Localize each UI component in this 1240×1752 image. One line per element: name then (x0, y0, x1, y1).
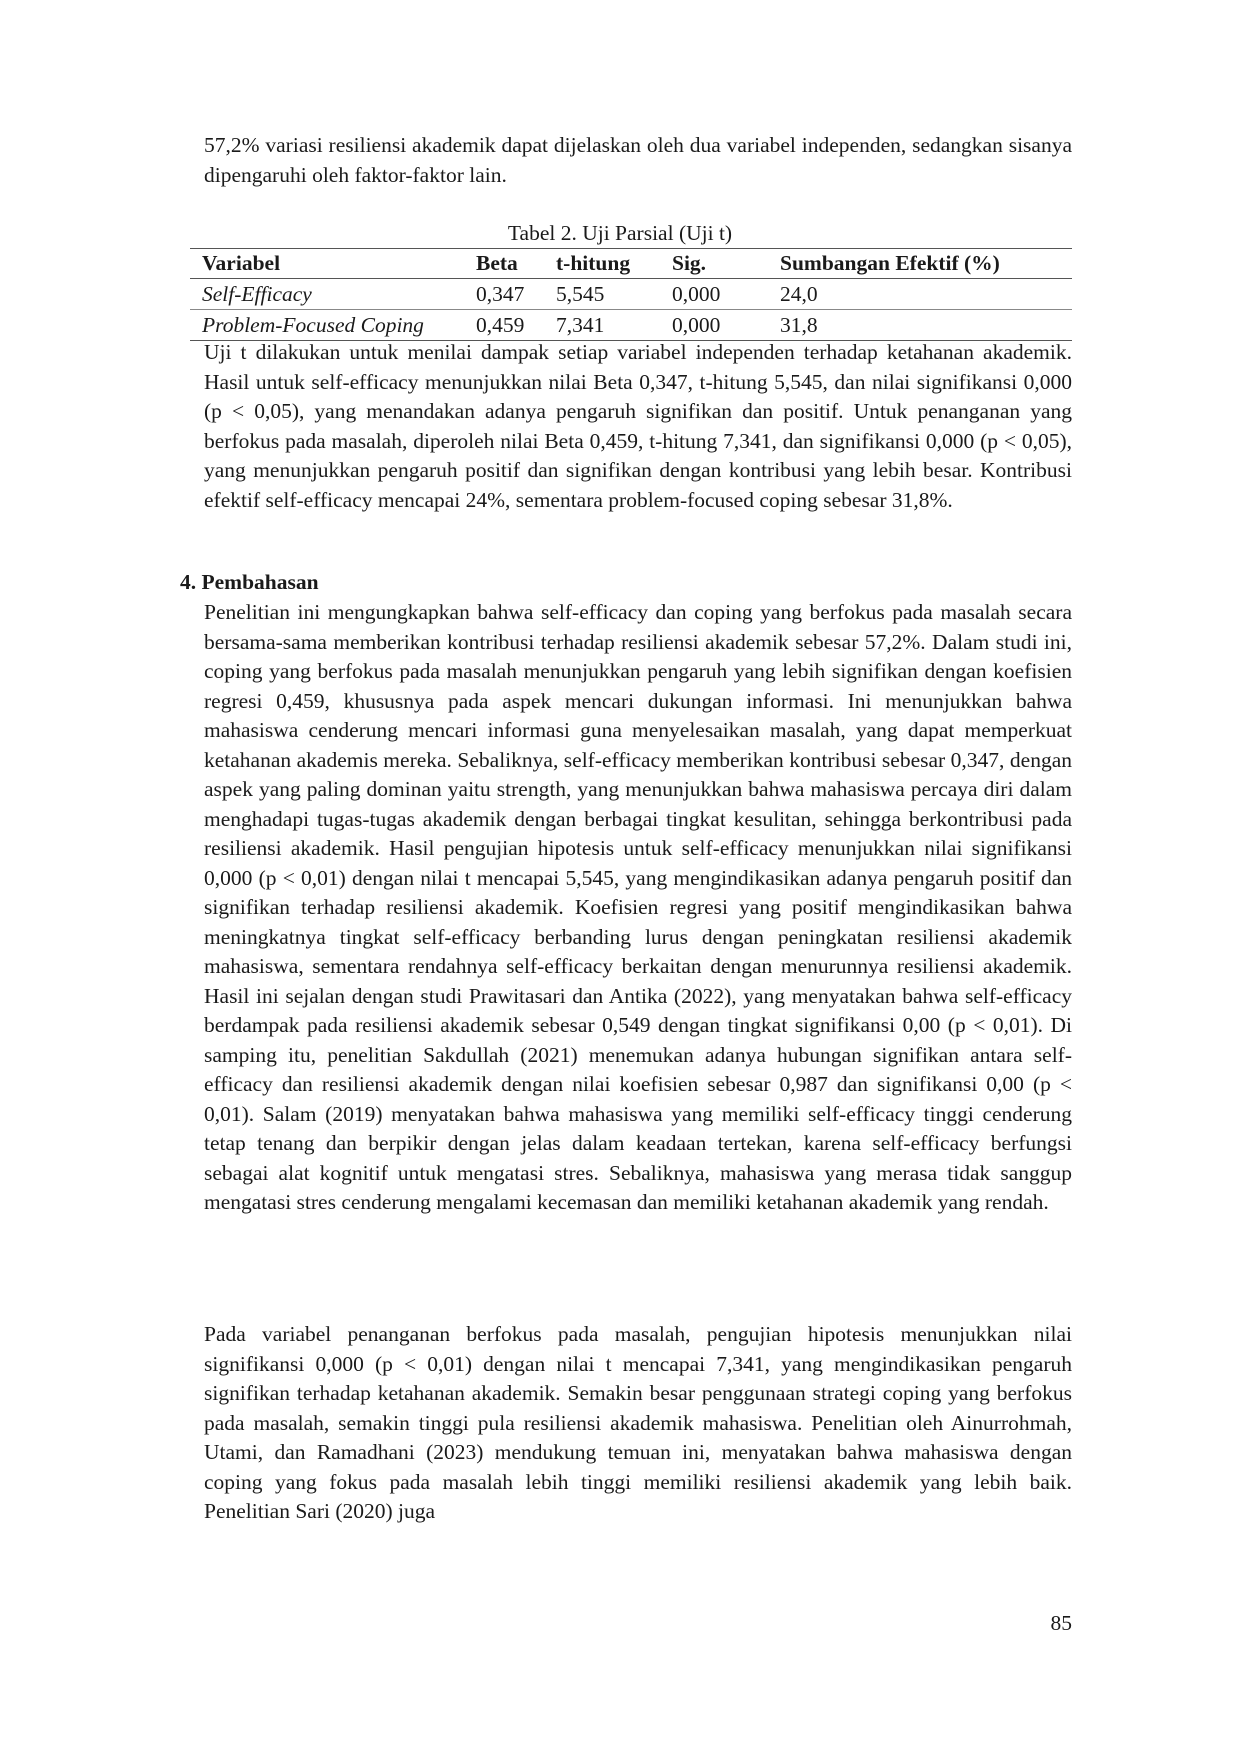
header-sig: Sig. (660, 249, 768, 279)
results-table (190, 248, 1072, 341)
cell-t-hitung: 5,545 (544, 279, 660, 310)
cell-sig: 0,000 (660, 310, 768, 341)
discussion-paragraph: Penelitian ini mengungkapkan bahwa self-efficacy dan coping yang berfokus pada masalah secara bersama-sama memberikan kontribusi terhadap resiliensi akademik sebesar 57,2%. Dalam studi ini, coping yang berfokus pada masalah menunjukkan pengaruh yang lebih signifikan dengan koefisien regresi 0,459, khususnya pada aspek mencari dukungan informasi. Ini menunjukkan bahwa mahasiswa cenderung mencari informasi guna menyelesaikan masalah, yang dapat memperkuat ketahanan akademis mereka. Sebaliknya, self-efficacy memberikan kontribusi sebesar 0,347, dengan aspek yang paling dominan yaitu strength, yang menunjukkan bahwa mahasiswa percaya diri dalam menghadapi tugas-tugas akademik dengan berbagai tingkat kesulitan, sehingga berkontribusi pada resiliensi akademik. Hasil pengujian hipotesis untuk self-efficacy menunjukkan nilai signifikansi 0,000 (p < 0,01) dengan nilai t mencapai 5,545, yang mengindikasikan adanya pengaruh positif dan signifikan terhadap resiliensi akademik. Koefisien regresi yang positif mengindikasikan bahwa meningkatnya tingkat self-efficacy berbanding lurus dengan peningkatan resiliensi akademik mahasiswa, sementara rendahnya self-efficacy berkaitan dengan menurunnya resiliensi akademik. Hasil ini sejalan dengan studi Prawitasari dan Antika (2022), yang menyatakan bahwa self-efficacy berdampak pada resiliensi akademik sebesar 0,549 dengan tingkat signifikansi 0,00 (p < 0,01). Di samping itu, penelitian Sakdullah (2021) menemukan adanya hubungan signifikan antara self-efficacy dan resiliensi akademik dengan nilai koefisien sebesar 0,987 dan signifikansi 0,00 (p < 0,01). Salam (2019) menyatakan bahwa mahasiswa yang memiliki self-efficacy tinggi cenderung tetap tenang dan berpikir dengan jelas dalam keadaan tertekan, karena self-efficacy berfungsi sebagai alat kognitif untuk mengatasi stres. Sebaliknya, mahasiswa yang merasa tidak sanggup mengatasi stres cenderung mengalami kecemasan dan memiliki ketahanan akademik yang rendah. (204, 600, 1072, 1214)
discussion-paragraph: Pada variabel penanganan berfokus pada masalah, pengujian hipotesis menunjukkan nilai signifikansi 0,000 (p < 0,01) dengan nilai t mencapai 7,341, yang mengindikasikan pengaruh signifikan terhadap ketahanan akademik. Semakin besar penggunaan strategi coping yang berfokus pada masalah, semakin tinggi pula resiliensi akademik mahasiswa. Penelitian oleh Ainurrohmah, Utami, dan Ramadhani (2023) mendukung temuan ini, menyatakan bahwa mahasiswa dengan coping yang fokus pada masalah lebih tinggi memiliki resiliensi akademik yang lebih baik. Penelitian Sari (2020) juga (204, 1322, 1072, 1523)
cell-beta: 0,459 (464, 310, 544, 341)
cell-variable: Self-Efficacy (190, 279, 464, 310)
header-variabel: Variabel (190, 249, 464, 279)
cell-t-hitung: 7,341 (544, 310, 660, 341)
intro-paragraph: 57,2% variasi resiliensi akademik dapat dijelaskan oleh dua variabel independen, sedangkan sisanya dipengaruhi oleh faktor-faktor lain. (204, 133, 1072, 187)
table-caption: Tabel 2. Uji Parsial (Uji t) (507, 221, 733, 245)
section-heading: 4. Pembahasan (180, 570, 319, 594)
header-sumbangan-efektif: Sumbangan Efektif (%) (768, 249, 1072, 279)
table-row (190, 279, 1072, 310)
cell-beta: 0,347 (464, 279, 544, 310)
header-beta: Beta (464, 249, 544, 279)
table-row (190, 310, 1072, 341)
cell-sumbangan: 31,8 (768, 310, 1072, 341)
cell-sig: 0,000 (660, 279, 768, 310)
cell-sumbangan: 24,0 (768, 279, 1072, 310)
cell-variable: Problem-Focused Coping (190, 310, 464, 341)
table-header-row (190, 249, 1072, 279)
header-t-hitung: t-hitung (544, 249, 660, 279)
table-explanation-paragraph: Uji t dilakukan untuk menilai dampak setiap variabel independen terhadap ketahanan akademik. Hasil untuk self-efficacy menunjukkan nilai Beta 0,347, t-hitung 5,545, dan nilai signifikansi 0,000 (p < 0,05), yang menandakan adanya pengaruh signifikan dan positif. Untuk penanganan yang berfokus pada masalah, diperoleh nilai Beta 0,459, t-hitung 7,341, dan signifikansi 0,000 (p < 0,05), yang menunjukkan pengaruh positif dan signifikan dengan kontribusi yang lebih besar. Kontribusi efektif self-efficacy mencapai 24%, sementara problem-focused coping sebesar 31,8%. (204, 340, 1072, 512)
page-number: 85 (1050, 1611, 1072, 1635)
